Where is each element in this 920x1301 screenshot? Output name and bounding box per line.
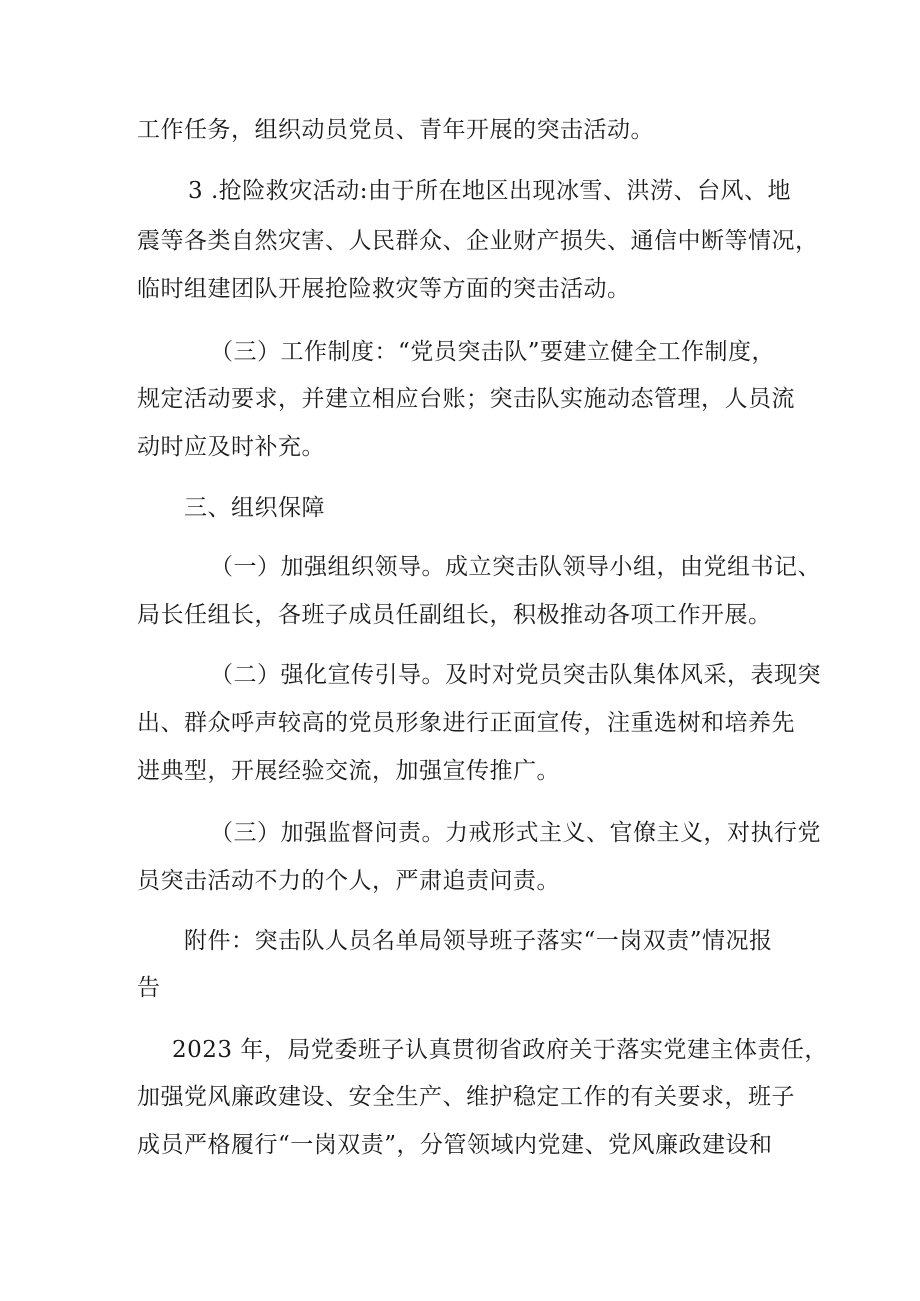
attachment-line: 附件：突击队人员名单局领导班子落实“一岗双责”情况报	[184, 928, 773, 954]
paragraph-line: 工作任务，组织动员党员、青年开展的突击活动。	[137, 117, 654, 143]
paragraph-line: 2023 年，局党委班子认真贯彻省政府关于落实党建主体责任，	[172, 1037, 828, 1063]
paragraph-line: （三）加强监督问责。力戒形式主义、官僚主义，对执行党	[210, 820, 821, 846]
paragraph-line: 加强党风廉政建设、安全生产、维护稳定工作的有关要求，班子	[137, 1084, 795, 1110]
paragraph-line: （三）工作制度：“党员突击队”要建立健全工作制度，	[210, 339, 776, 365]
paragraph-line: （二）强化宣传引导。及时对党员突击队集体风采，表现突	[210, 662, 821, 688]
paragraph-line: 规定活动要求，并建立相应台账；突击队实施动态管理，人员流	[137, 386, 795, 412]
attachment-line: 告	[137, 975, 161, 1001]
paragraph-line: 3 .抢险救灾活动:由于所在地区出现冰雪、洪涝、台风、地	[188, 178, 792, 204]
paragraph-line: 进典型，开展经验交流，加强宣传推广。	[137, 758, 560, 784]
paragraph-line: 成员严格履行“一岗双责”，分管领域内党建、党风廉政建设和	[137, 1132, 773, 1158]
paragraph-line: 局长任组长，各班子成员任副组长，积极推动各项工作开展。	[137, 602, 772, 628]
paragraph-line: 临时组建团队开展抢险救灾等方面的突击活动。	[137, 276, 631, 302]
section-heading: 三、组织保障	[184, 495, 325, 521]
paragraph-line: 出、群众呼声较高的党员形象进行正面宣传，注重选树和培养先	[137, 710, 795, 736]
paragraph-line: 员突击活动不力的个人，严肃追责问责。	[137, 868, 560, 894]
paragraph-line: （一）加强组织领导。成立突击队领导小组，由党组书记、	[210, 554, 821, 580]
paragraph-line: 动时应及时补充。	[137, 434, 325, 460]
paragraph-line: 震等各类自然灾害、人民群众、企业财产损失、通信中断等情况，	[137, 228, 819, 254]
